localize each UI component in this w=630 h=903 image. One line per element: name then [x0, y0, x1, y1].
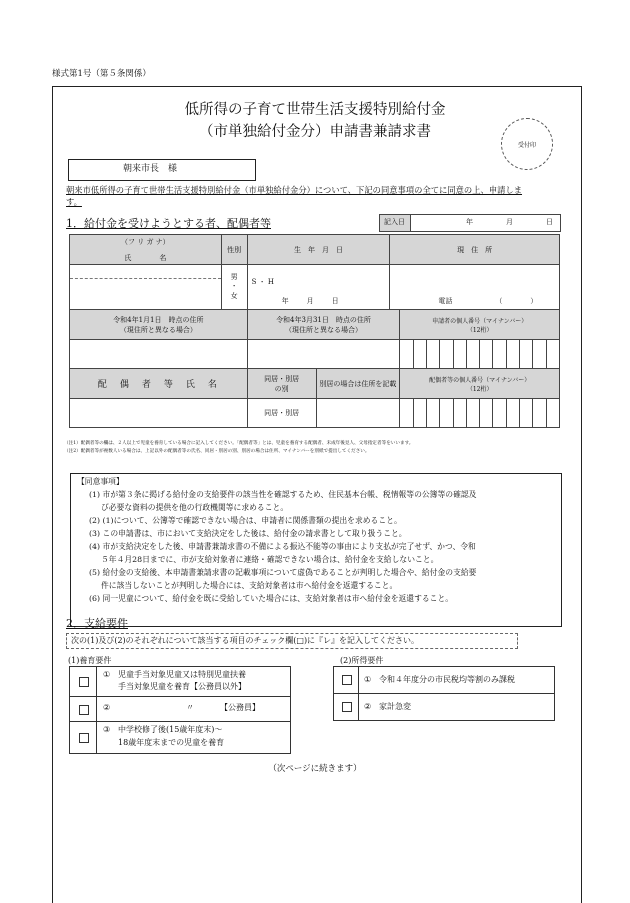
- phone-field[interactable]: （ ）: [495, 297, 538, 305]
- separate-address-field[interactable]: [316, 399, 400, 428]
- checkbox-income-2[interactable]: [342, 702, 352, 712]
- agreement-line: (3) この申請書は、市において支給決定をした後は、給付金の請求書として取り扱うこと。: [89, 529, 407, 538]
- address-mar31-field[interactable]: [247, 340, 400, 369]
- spouse-mynumber-label: 配偶者等の個人番号（マイナンバー）: [429, 376, 531, 384]
- form-title-line2: （市単独給付金分）申請書兼請求書: [199, 124, 431, 140]
- reception-stamp-area: [501, 118, 553, 170]
- checkbox-childcare-1[interactable]: [79, 677, 89, 687]
- intro-line2: す。: [66, 197, 82, 207]
- form-number: 様式第1号（第５条関係）: [52, 69, 151, 79]
- instruction-box: [66, 633, 518, 649]
- phone-label: 電話: [438, 297, 453, 305]
- form-title-line1: 低所得の子育て世帯生活支援特別給付金: [184, 102, 446, 118]
- spouse-mynumber-digits: （12桁）: [466, 385, 493, 393]
- note-2: （注2）配偶者等が複数人いる場合は、上記以外の配偶者等の氏名、同居・別居の別、別居の場合は住所、マイナンバーを別紙で提出してください。: [64, 449, 370, 454]
- note-1: （注1）配偶者等の欄は、２人以上で児童を養育している場合に記入してください。「配偶者等」とは、児童を養育する配偶者、未成年後見人、父母指定者等をいいます。: [64, 441, 414, 446]
- childcare-3-num: ③: [103, 725, 111, 734]
- childcare-1-text2: 手当対象児童を養育【公務員以外】: [118, 682, 246, 691]
- mynumber-header: [400, 310, 560, 340]
- sex-choice[interactable]: [221, 265, 247, 310]
- sex-header: 性別: [221, 235, 247, 265]
- address-mar31-label: 令和4年3月31日 時点の住所: [276, 315, 371, 324]
- childcare-1-text: 児童手当対象児童又は特別児童扶養: [118, 670, 246, 679]
- intro-line1: 朝来市低所得の子育て世帯生活支援特別給付金（市単独給付金分）について、下記の同意事項の全てに同意の上、申請しま: [66, 185, 523, 195]
- separate-address-header: 別居の場合は住所を記載: [316, 369, 400, 399]
- address-mar31-note: （現住所と異なる場合）: [284, 325, 362, 334]
- agreement-line: 件に該当しないことが判明した場合には、支給対象者は市へ給付金を返還すること。: [101, 581, 398, 590]
- cohabitation-label2: の別: [274, 384, 289, 393]
- agreement-line: (1) 市が第３条に掲げる給付金の支給要件の該当性を確認するため、住民基本台帳、税情報等の公簿等の確認及: [89, 490, 477, 499]
- sex-female[interactable]: 女: [230, 291, 238, 300]
- address-jan1-field[interactable]: [70, 340, 248, 369]
- childcare-3-text: 中学校修了後(15歳年度末)～: [118, 725, 223, 734]
- cohabitation-label: 同居・別居: [264, 374, 300, 383]
- birth-year: 年: [281, 297, 289, 305]
- income-requirement-table: [333, 666, 555, 721]
- mynumber-label: 申請者の個人番号（マイナンバー）: [432, 317, 528, 325]
- furigana-label: （フ リ ガ ナ）: [121, 237, 170, 246]
- spouse-mynumber-field[interactable]: [400, 399, 560, 428]
- agreement-line: ５年４月28日までに、市が支給対象者に連絡・確認できない場合は、給付金を支給しないこと。: [101, 555, 439, 564]
- birth-month: 月: [306, 297, 314, 305]
- childcare-3-text2: 18歳年度末までの児童を養育: [118, 738, 225, 747]
- agreement-line: (4) 市が支給決定をした後、申請書兼請求書の不備による振込不能等の事由により支払が完了せず、かつ、令和: [89, 542, 476, 551]
- addressee-text: 朝来市長 様: [123, 164, 178, 174]
- spouse-name-field[interactable]: [70, 399, 248, 428]
- address-jan1-header: [70, 310, 248, 340]
- income-requirement-heading: (2)所得要件: [340, 656, 384, 665]
- entry-date-box: [379, 214, 561, 232]
- childcare-requirement-heading: (1)養育要件: [68, 656, 112, 665]
- checkbox-childcare-2[interactable]: [79, 705, 89, 715]
- income-2-text: 家計急変: [379, 702, 411, 711]
- section2-title: 2．支給要件: [66, 617, 128, 630]
- entry-date-year[interactable]: 年: [466, 218, 473, 226]
- stamp-label: 受付印: [517, 142, 536, 149]
- address-header: 現 住 所: [390, 235, 560, 265]
- childcare-1-num: ①: [103, 670, 111, 679]
- agreement-line: (6) 同一児童について、給付金を既に受給していた場合には、支給対象者は市へ給付金を返還すること。: [89, 594, 454, 603]
- era-choice[interactable]: S ・ H: [251, 278, 275, 286]
- agreement-line: (5) 給付金の支給後、本申請書兼請求書の記載事項について虚偽であることが判明した場合や、給付金の支給要: [89, 568, 477, 577]
- spouse-name-header: 配 偶 者 等 氏 名: [70, 369, 248, 399]
- birthdate-field[interactable]: [247, 265, 390, 310]
- furigana-name-header: [70, 235, 222, 265]
- income-2-num: ②: [364, 702, 372, 711]
- applicant-table: [69, 234, 560, 428]
- mynumber-field[interactable]: [400, 340, 560, 369]
- mynumber-digits-note: （12桁）: [466, 326, 493, 334]
- sex-male[interactable]: 男: [230, 273, 238, 282]
- childcare-2-ditto: 〃: [186, 703, 194, 712]
- continued-note: （次ページに続きます）: [268, 764, 362, 774]
- spouse-mynumber-header: [400, 369, 560, 399]
- checkbox-childcare-3[interactable]: [79, 733, 89, 743]
- agreement-box: [70, 473, 562, 627]
- sex-dot: ・: [230, 282, 238, 291]
- agreement-line: (2) (1)について、公簿等で確認できない場合は、申請者に関係書類の提出を求めること。: [89, 516, 402, 525]
- childcare-2-text: 【公務員】: [220, 703, 260, 712]
- address-jan1-note: （現住所と異なる場合）: [119, 325, 197, 334]
- instruction-text: 次の(1)及び(2)のそれぞれについて該当する項目のチェック欄(□)に『レ』を記入してください。: [71, 636, 420, 645]
- applicant-name-field[interactable]: [70, 265, 222, 310]
- checkbox-income-1[interactable]: [342, 675, 352, 685]
- address-jan1-label: 令和4年1月1日 時点の住所: [113, 315, 204, 324]
- income-1-text: 令和４年度分の市民税均等割のみ課税: [379, 675, 515, 684]
- birth-day: 日: [331, 297, 339, 305]
- cohabitation-choice[interactable]: 同居・別居: [247, 399, 316, 428]
- childcare-2-num: ②: [103, 703, 111, 712]
- addressee-box: [68, 159, 256, 181]
- agreement-heading: 【同意事項】: [77, 477, 124, 486]
- birthdate-header: 生 年 月 日: [247, 235, 390, 265]
- agreement-line: び必要な資料の提供を他の行政機関等に求めること。: [101, 503, 289, 512]
- current-address-field[interactable]: [390, 265, 560, 310]
- childcare-requirement-table: [69, 666, 291, 754]
- income-1-num: ①: [364, 675, 372, 684]
- section1-title: 1．給付金を受けようとする者、配偶者等: [66, 217, 271, 230]
- address-mar31-header: [247, 310, 400, 340]
- entry-date-day[interactable]: 日: [546, 218, 553, 226]
- cohabitation-header: [247, 369, 316, 399]
- name-label: 氏 名: [124, 253, 167, 262]
- entry-date-label: 記入日: [384, 218, 405, 226]
- entry-date-month[interactable]: 月: [506, 218, 513, 226]
